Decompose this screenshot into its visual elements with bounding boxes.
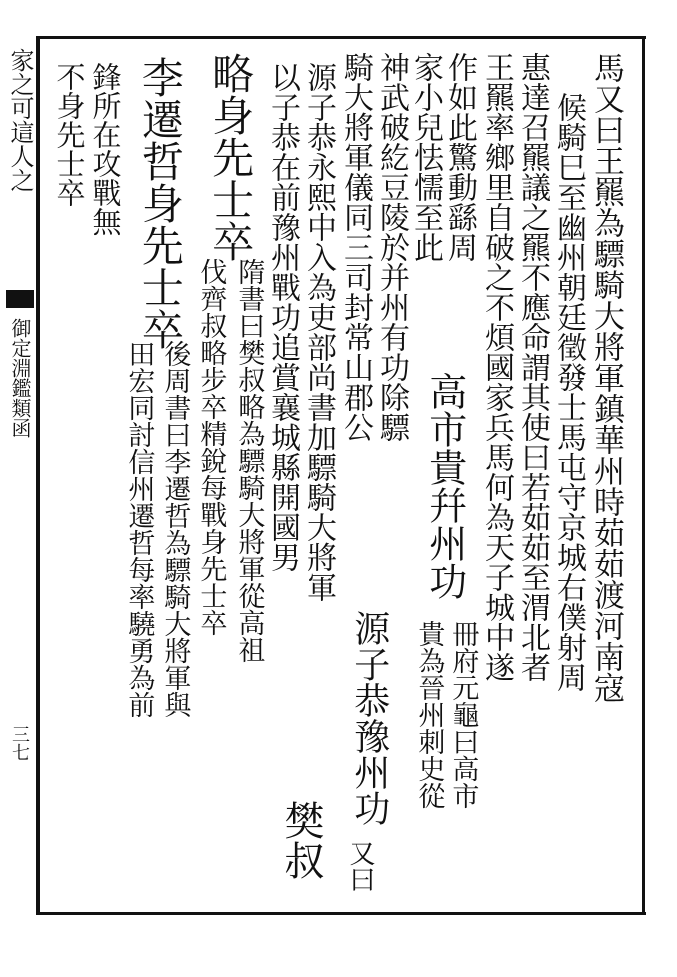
note-yuan-youyue: 又曰 — [345, 840, 375, 892]
column-2: 候騎巳至幽州朝廷徵發士馬屯守京城右僕射周 — [551, 92, 586, 692]
column-5b: 家小兒怯懦至此 — [408, 52, 443, 262]
fold-mark — [6, 290, 34, 308]
note-fan-2: 伐齊叔略步卒精銳每戰身先士卒 — [195, 258, 227, 636]
column-13: 鋒所在攻戰無 — [88, 62, 123, 236]
column-14: 不身先士卒 — [52, 62, 87, 207]
column-4: 王羆率鄉里自破之不煩國家兵馬何為天子城中遂 — [479, 52, 514, 682]
column-3: 惠達召羆議之羆不應命謂其使曰若茹茹至渭北者 — [515, 52, 550, 682]
margin-top-fragment: 家之可這人之 — [6, 48, 34, 192]
column-5a: 作如此驚動繇周 — [442, 52, 477, 262]
heading-fan-shulue: 略身先士卒 — [206, 52, 256, 262]
book-title: 御定淵鑑類函 — [8, 318, 32, 438]
column-1: 馬又曰王羆為驃騎大將軍鎮華州時茹茹渡河南寇 — [588, 52, 624, 703]
heading-fan-shu: 樊叔 — [278, 800, 324, 880]
note-gao-1: 冊府元龜曰高市 — [447, 620, 479, 809]
left-border — [36, 36, 40, 915]
top-border — [36, 36, 646, 39]
page-number: 三七 — [9, 725, 30, 761]
right-border — [642, 36, 645, 915]
bottom-border — [36, 912, 646, 915]
note-li-2: 田宏同討信州遷哲每率驍勇為前 — [123, 340, 155, 718]
heading-li-qianzhe: 李遷哲身先士卒 — [135, 56, 185, 350]
note-li-1: 後周書曰李遷哲為驃騎大將軍與 — [159, 340, 191, 718]
column-7: 神武破紇豆陵於并州有功除驃 — [374, 52, 409, 442]
column-8: 騎大將軍儀同三司封常山郡公 — [338, 52, 373, 442]
note-fan-1: 隋書曰樊叔略為驃騎大將軍從高祖 — [233, 258, 265, 663]
note-gao-2: 貴為晉州刺史從 — [413, 620, 445, 809]
column-10: 以子恭在前豫州戰功追賞襄城縣開國男 — [265, 62, 300, 572]
column-9: 源子恭永熙中入為吏部尚書加驃騎大將軍 — [301, 62, 336, 602]
heading-yuan-zigong: 源子恭豫州功 — [348, 610, 390, 826]
heading-gao-shigui: 高市貴幷州功 — [422, 372, 467, 600]
